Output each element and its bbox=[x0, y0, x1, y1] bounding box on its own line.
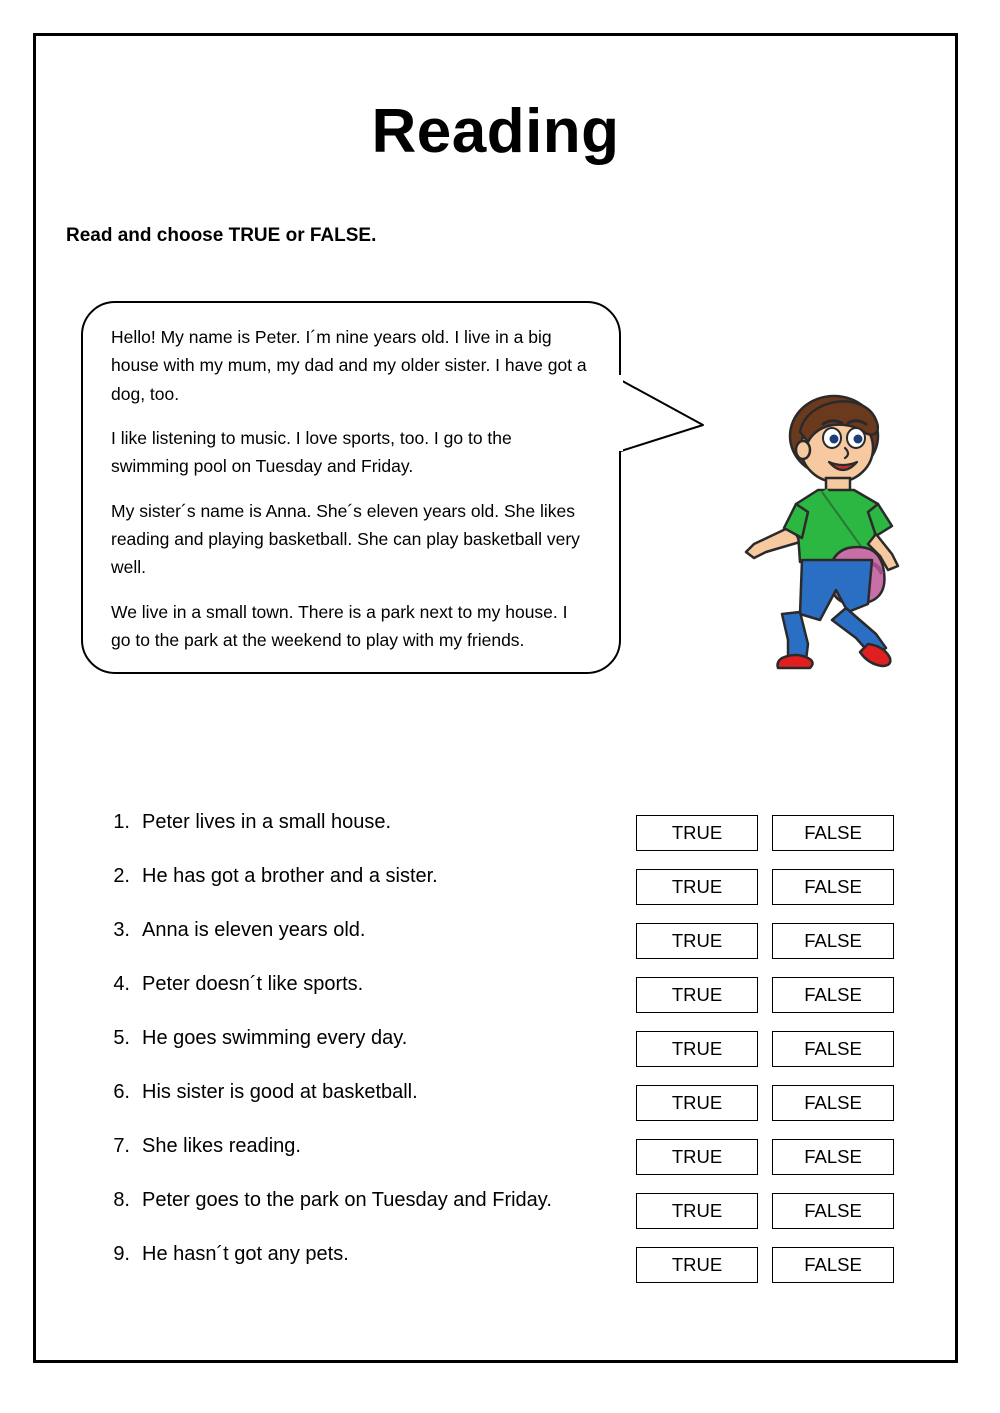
question-number: 5. bbox=[113, 1027, 130, 1049]
answer-false-6[interactable]: FALSE bbox=[772, 1085, 894, 1121]
question-text: He has got a brother and a sister. bbox=[142, 865, 438, 887]
answer-row bbox=[636, 806, 956, 860]
passage-bubble-body bbox=[81, 301, 621, 674]
answer-false-2[interactable]: FALSE bbox=[772, 869, 894, 905]
question-text: He hasn´t got any pets. bbox=[142, 1243, 349, 1265]
instruction-text: Read and choose TRUE or FALSE. bbox=[66, 225, 377, 246]
answer-row bbox=[636, 968, 956, 1022]
passage-paragraph: Hello! My name is Peter. I´m nine years old. I live in a big house with my mum, my dad and my older sister. I have got a dog, too. bbox=[111, 327, 587, 404]
worksheet-page bbox=[33, 33, 958, 1363]
answer-row bbox=[636, 1238, 956, 1292]
question-number: 8. bbox=[113, 1189, 130, 1211]
question-text: Peter goes to the park on Tuesday and Friday. bbox=[142, 1189, 552, 1211]
passage-paragraph: My sister´s name is Anna. She´s eleven years old. She likes reading and playing basketball. She can play basketball very well. bbox=[111, 500, 580, 578]
question-row bbox=[96, 811, 656, 865]
passage-bubble bbox=[81, 301, 641, 674]
answer-true-6[interactable]: TRUE bbox=[636, 1085, 758, 1121]
answer-false-9[interactable]: FALSE bbox=[772, 1247, 894, 1283]
answer-false-5[interactable]: FALSE bbox=[772, 1031, 894, 1067]
answer-true-4[interactable]: TRUE bbox=[636, 977, 758, 1013]
passage-paragraph: I like listening to music. I love sports, too. I go to the swimming pool on Tuesday and Friday. bbox=[111, 428, 512, 477]
question-text: Anna is eleven years old. bbox=[142, 919, 366, 941]
answer-true-3[interactable]: TRUE bbox=[636, 923, 758, 959]
question-list bbox=[96, 811, 656, 1297]
answer-true-5[interactable]: TRUE bbox=[636, 1031, 758, 1067]
question-row bbox=[96, 1243, 656, 1297]
question-number: 6. bbox=[113, 1081, 130, 1103]
boy-walking-illustration bbox=[696, 376, 956, 676]
question-row bbox=[96, 973, 656, 1027]
answer-true-7[interactable]: TRUE bbox=[636, 1139, 758, 1175]
answer-false-7[interactable]: FALSE bbox=[772, 1139, 894, 1175]
page-title: Reading bbox=[371, 97, 620, 166]
answer-false-3[interactable]: FALSE bbox=[772, 923, 894, 959]
question-row bbox=[96, 865, 656, 919]
passage-paragraph: We live in a small town. There is a park next to my house. I go to the park at the weekend to play with my friends. bbox=[111, 601, 568, 651]
answer-row bbox=[636, 1076, 956, 1130]
question-row bbox=[96, 1081, 656, 1135]
answer-true-8[interactable]: TRUE bbox=[636, 1193, 758, 1229]
question-number: 9. bbox=[113, 1243, 130, 1265]
question-row bbox=[96, 1135, 656, 1189]
question-text: Peter lives in a small house. bbox=[142, 811, 392, 833]
question-number: 4. bbox=[113, 973, 130, 995]
question-text: She likes reading. bbox=[142, 1135, 301, 1157]
question-row bbox=[96, 919, 656, 973]
question-number: 7. bbox=[113, 1135, 130, 1157]
answer-row bbox=[636, 860, 956, 914]
answer-false-1[interactable]: FALSE bbox=[772, 815, 894, 851]
question-row bbox=[96, 1189, 656, 1243]
answer-row bbox=[636, 1022, 956, 1076]
answer-row bbox=[636, 1130, 956, 1184]
answer-false-4[interactable]: FALSE bbox=[772, 977, 894, 1013]
answer-false-8[interactable]: FALSE bbox=[772, 1193, 894, 1229]
question-text: His sister is good at basketball. bbox=[142, 1081, 418, 1103]
answer-row bbox=[636, 1184, 956, 1238]
question-text: Peter doesn´t like sports. bbox=[142, 973, 364, 995]
question-text: He goes swimming every day. bbox=[142, 1027, 408, 1049]
question-number: 2. bbox=[113, 865, 130, 887]
question-number: 1. bbox=[113, 811, 130, 833]
answer-true-2[interactable]: TRUE bbox=[636, 869, 758, 905]
answer-row bbox=[636, 914, 956, 968]
answer-true-9[interactable]: TRUE bbox=[636, 1247, 758, 1283]
speech-bubble-tail bbox=[615, 373, 705, 455]
answer-true-1[interactable]: TRUE bbox=[636, 815, 758, 851]
question-number: 3. bbox=[113, 919, 130, 941]
answer-options bbox=[636, 806, 956, 1292]
question-row bbox=[96, 1027, 656, 1081]
